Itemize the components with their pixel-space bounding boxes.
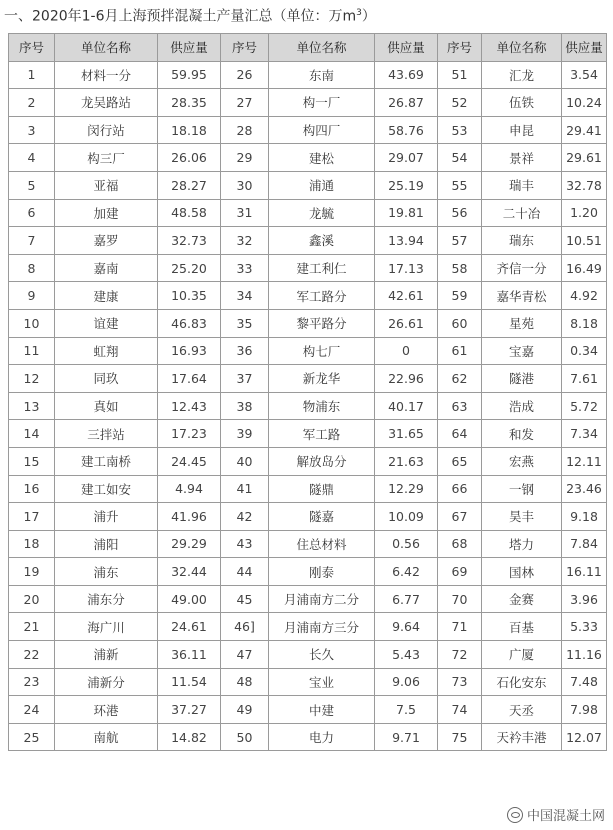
- cell-supply: 17.23: [158, 420, 221, 448]
- cell-supply: 17.13: [375, 254, 438, 282]
- cell-index: 22: [9, 641, 55, 669]
- cell-supply: 48.58: [158, 199, 221, 227]
- header-index-3: 序号: [438, 34, 482, 62]
- cell-index: 46]: [221, 613, 269, 641]
- cell-index: 4: [9, 144, 55, 172]
- cell-supply: 7.98: [562, 696, 607, 724]
- cell-index: 5: [9, 171, 55, 199]
- title-close: ）: [361, 8, 376, 25]
- cell-index: 3: [9, 116, 55, 144]
- cell-unit-name: 伍铁: [482, 89, 562, 117]
- cell-unit-name: 物浦东: [269, 392, 375, 420]
- cell-unit-name: 浦通: [269, 171, 375, 199]
- table-row: [9, 61, 607, 89]
- cell-unit-name: 嘉南: [55, 254, 158, 282]
- cell-unit-name: 真如: [55, 392, 158, 420]
- cell-supply: 28.27: [158, 171, 221, 199]
- cell-index: 37: [221, 365, 269, 393]
- cell-index: 55: [438, 171, 482, 199]
- cell-unit-name: 龙毓: [269, 199, 375, 227]
- table-row: [9, 337, 607, 365]
- cell-supply: 26.06: [158, 144, 221, 172]
- cell-unit-name: 瑞丰: [482, 171, 562, 199]
- cell-unit-name: 景祥: [482, 144, 562, 172]
- cell-unit-name: 汇龙: [482, 61, 562, 89]
- cell-unit-name: 月浦南方三分: [269, 613, 375, 641]
- cell-unit-name: 三拌站: [55, 420, 158, 448]
- cell-unit-name: 长久: [269, 641, 375, 669]
- cell-index: 50: [221, 723, 269, 751]
- cell-supply: 29.41: [562, 116, 607, 144]
- cell-supply: 0: [375, 337, 438, 365]
- table-row: [9, 668, 607, 696]
- cell-index: 10: [9, 309, 55, 337]
- cell-index: 33: [221, 254, 269, 282]
- cell-index: 48: [221, 668, 269, 696]
- cell-supply: 11.16: [562, 641, 607, 669]
- cell-supply: 24.45: [158, 447, 221, 475]
- cell-index: 64: [438, 420, 482, 448]
- cell-index: 1: [9, 61, 55, 89]
- cell-supply: 7.84: [562, 530, 607, 558]
- header-index-1: 序号: [9, 34, 55, 62]
- cell-index: 45: [221, 585, 269, 613]
- cell-index: 21: [9, 613, 55, 641]
- cell-index: 56: [438, 199, 482, 227]
- cell-supply: 16.11: [562, 558, 607, 586]
- cell-unit-name: 宝业: [269, 668, 375, 696]
- cell-index: 53: [438, 116, 482, 144]
- cell-supply: 25.19: [375, 171, 438, 199]
- cell-unit-name: 环港: [55, 696, 158, 724]
- cell-supply: 4.92: [562, 282, 607, 310]
- cell-index: 35: [221, 309, 269, 337]
- cell-index: 12: [9, 365, 55, 393]
- cell-supply: 32.73: [158, 227, 221, 255]
- cell-supply: 7.61: [562, 365, 607, 393]
- cell-supply: 10.09: [375, 503, 438, 531]
- cell-supply: 26.61: [375, 309, 438, 337]
- cell-supply: 9.06: [375, 668, 438, 696]
- table-row: [9, 144, 607, 172]
- cell-index: 43: [221, 530, 269, 558]
- table-header-row: [9, 34, 607, 62]
- cell-supply: 21.63: [375, 447, 438, 475]
- cell-unit-name: 浦新分: [55, 668, 158, 696]
- table-row: [9, 227, 607, 255]
- cell-index: 28: [221, 116, 269, 144]
- cell-unit-name: 昊丰: [482, 503, 562, 531]
- cell-index: 26: [221, 61, 269, 89]
- cell-supply: 8.18: [562, 309, 607, 337]
- cell-unit-name: 嘉罗: [55, 227, 158, 255]
- cell-index: 69: [438, 558, 482, 586]
- cell-supply: 12.43: [158, 392, 221, 420]
- cell-supply: 3.96: [562, 585, 607, 613]
- cell-unit-name: 构三厂: [55, 144, 158, 172]
- cell-index: 24: [9, 696, 55, 724]
- cell-supply: 40.17: [375, 392, 438, 420]
- header-unit-1: 单位名称: [55, 34, 158, 62]
- cell-index: 49: [221, 696, 269, 724]
- cell-unit-name: 黎平路分: [269, 309, 375, 337]
- cell-supply: 16.93: [158, 337, 221, 365]
- cell-index: 44: [221, 558, 269, 586]
- cell-unit-name: 住总材料: [269, 530, 375, 558]
- cell-supply: 19.81: [375, 199, 438, 227]
- cell-supply: 5.33: [562, 613, 607, 641]
- cell-index: 14: [9, 420, 55, 448]
- cell-index: 62: [438, 365, 482, 393]
- table-row: [9, 558, 607, 586]
- cell-index: 71: [438, 613, 482, 641]
- cell-unit-name: 和发: [482, 420, 562, 448]
- cell-index: 9: [9, 282, 55, 310]
- cell-unit-name: 金赛: [482, 585, 562, 613]
- cell-index: 11: [9, 337, 55, 365]
- cell-unit-name: 电力: [269, 723, 375, 751]
- cell-supply: 29.29: [158, 530, 221, 558]
- cell-index: 41: [221, 475, 269, 503]
- cell-unit-name: 同玖: [55, 365, 158, 393]
- cell-unit-name: 构四厂: [269, 116, 375, 144]
- cell-unit-name: 浦升: [55, 503, 158, 531]
- cell-supply: 32.44: [158, 558, 221, 586]
- cell-index: 20: [9, 585, 55, 613]
- cell-unit-name: 亚福: [55, 171, 158, 199]
- cell-supply: 41.96: [158, 503, 221, 531]
- cell-supply: 4.94: [158, 475, 221, 503]
- cell-index: 23: [9, 668, 55, 696]
- cell-supply: 18.18: [158, 116, 221, 144]
- cell-supply: 36.11: [158, 641, 221, 669]
- cell-unit-name: 中建: [269, 696, 375, 724]
- cell-unit-name: 浦东分: [55, 585, 158, 613]
- cell-unit-name: 浦东: [55, 558, 158, 586]
- title-text: 一、2020年1-6月上海预拌混凝土产量汇总（单位：万m: [4, 8, 357, 25]
- cell-unit-name: 材料一分: [55, 61, 158, 89]
- cell-index: 74: [438, 696, 482, 724]
- cell-supply: 12.29: [375, 475, 438, 503]
- cell-index: 66: [438, 475, 482, 503]
- header-unit-3: 单位名称: [482, 34, 562, 62]
- cell-supply: 24.61: [158, 613, 221, 641]
- cell-unit-name: 新龙华: [269, 365, 375, 393]
- cell-unit-name: 鑫溪: [269, 227, 375, 255]
- cell-index: 29: [221, 144, 269, 172]
- cell-unit-name: 南航: [55, 723, 158, 751]
- cell-index: 47: [221, 641, 269, 669]
- cell-index: 39: [221, 420, 269, 448]
- cell-index: 2: [9, 89, 55, 117]
- cell-supply: 29.61: [562, 144, 607, 172]
- cell-index: 72: [438, 641, 482, 669]
- cell-index: 61: [438, 337, 482, 365]
- cell-index: 13: [9, 392, 55, 420]
- cell-index: 57: [438, 227, 482, 255]
- page-title: [4, 0, 376, 28]
- cell-unit-name: 天衿丰港: [482, 723, 562, 751]
- table-row: [9, 392, 607, 420]
- cell-supply: 7.34: [562, 420, 607, 448]
- cell-unit-name: 天丞: [482, 696, 562, 724]
- cell-index: 36: [221, 337, 269, 365]
- cell-supply: 9.64: [375, 613, 438, 641]
- cell-index: 16: [9, 475, 55, 503]
- cell-unit-name: 齐信一分: [482, 254, 562, 282]
- cell-unit-name: 隧港: [482, 365, 562, 393]
- header-supply-2: 供应量: [375, 34, 438, 62]
- table-row: [9, 530, 607, 558]
- title-unit-superscript: 3: [356, 8, 362, 18]
- table-row: [9, 475, 607, 503]
- cell-supply: 31.65: [375, 420, 438, 448]
- table-row: [9, 613, 607, 641]
- cell-supply: 10.24: [562, 89, 607, 117]
- cell-index: 31: [221, 199, 269, 227]
- cell-supply: 26.87: [375, 89, 438, 117]
- production-table: [8, 33, 607, 751]
- cell-supply: 23.46: [562, 475, 607, 503]
- cell-unit-name: 塔力: [482, 530, 562, 558]
- cell-supply: 13.94: [375, 227, 438, 255]
- cell-unit-name: 建松: [269, 144, 375, 172]
- cell-unit-name: 东南: [269, 61, 375, 89]
- cell-index: 19: [9, 558, 55, 586]
- cell-unit-name: 瑞东: [482, 227, 562, 255]
- cell-index: 27: [221, 89, 269, 117]
- table-row: [9, 585, 607, 613]
- cell-supply: 37.27: [158, 696, 221, 724]
- cell-unit-name: 百基: [482, 613, 562, 641]
- cell-index: 67: [438, 503, 482, 531]
- cell-unit-name: 一钢: [482, 475, 562, 503]
- cell-supply: 22.96: [375, 365, 438, 393]
- cell-unit-name: 刚泰: [269, 558, 375, 586]
- cell-index: 60: [438, 309, 482, 337]
- cell-unit-name: 建工南桥: [55, 447, 158, 475]
- cell-unit-name: 石化安东: [482, 668, 562, 696]
- cell-unit-name: 隧嘉: [269, 503, 375, 531]
- cell-supply: 3.54: [562, 61, 607, 89]
- cell-index: 6: [9, 199, 55, 227]
- header-unit-2: 单位名称: [269, 34, 375, 62]
- cell-unit-name: 建工利仁: [269, 254, 375, 282]
- header-supply-3: 供应量: [562, 34, 607, 62]
- cell-unit-name: 加建: [55, 199, 158, 227]
- cell-unit-name: 闵行站: [55, 116, 158, 144]
- cell-unit-name: 建康: [55, 282, 158, 310]
- cell-index: 51: [438, 61, 482, 89]
- cell-supply: 46.83: [158, 309, 221, 337]
- wechat-icon: [507, 807, 523, 823]
- cell-supply: 5.72: [562, 392, 607, 420]
- table-row: [9, 447, 607, 475]
- cell-unit-name: 浩成: [482, 392, 562, 420]
- cell-supply: 16.49: [562, 254, 607, 282]
- table-row: [9, 116, 607, 144]
- cell-supply: 7.48: [562, 668, 607, 696]
- cell-supply: 1.20: [562, 199, 607, 227]
- cell-supply: 9.71: [375, 723, 438, 751]
- cell-index: 75: [438, 723, 482, 751]
- cell-supply: 14.82: [158, 723, 221, 751]
- cell-unit-name: 星苑: [482, 309, 562, 337]
- cell-unit-name: 国林: [482, 558, 562, 586]
- cell-unit-name: 宏燕: [482, 447, 562, 475]
- cell-unit-name: 浦阳: [55, 530, 158, 558]
- cell-unit-name: 宝嘉: [482, 337, 562, 365]
- cell-index: 58: [438, 254, 482, 282]
- cell-index: 34: [221, 282, 269, 310]
- cell-index: 17: [9, 503, 55, 531]
- table-row: [9, 254, 607, 282]
- table-row: [9, 641, 607, 669]
- cell-supply: 25.20: [158, 254, 221, 282]
- cell-unit-name: 申昆: [482, 116, 562, 144]
- cell-index: 59: [438, 282, 482, 310]
- table-row: [9, 365, 607, 393]
- cell-unit-name: 构七厂: [269, 337, 375, 365]
- cell-index: 42: [221, 503, 269, 531]
- table-row: [9, 503, 607, 531]
- cell-supply: 29.07: [375, 144, 438, 172]
- cell-supply: 6.42: [375, 558, 438, 586]
- cell-index: 54: [438, 144, 482, 172]
- cell-supply: 6.77: [375, 585, 438, 613]
- table-row: [9, 89, 607, 117]
- watermark-text: 中国混凝土网: [526, 809, 605, 824]
- cell-unit-name: 建工如安: [55, 475, 158, 503]
- cell-supply: 12.07: [562, 723, 607, 751]
- cell-unit-name: 广厦: [482, 641, 562, 669]
- cell-supply: 42.61: [375, 282, 438, 310]
- cell-supply: 10.51: [562, 227, 607, 255]
- table-row: [9, 723, 607, 751]
- table-row: [9, 309, 607, 337]
- cell-unit-name: 军工路分: [269, 282, 375, 310]
- cell-supply: 12.11: [562, 447, 607, 475]
- table-row: [9, 696, 607, 724]
- cell-supply: 32.78: [562, 171, 607, 199]
- cell-supply: 7.5: [375, 696, 438, 724]
- cell-supply: 43.69: [375, 61, 438, 89]
- cell-unit-name: 月浦南方二分: [269, 585, 375, 613]
- cell-index: 65: [438, 447, 482, 475]
- table-row: [9, 199, 607, 227]
- cell-index: 63: [438, 392, 482, 420]
- cell-index: 25: [9, 723, 55, 751]
- cell-supply: 9.18: [562, 503, 607, 531]
- cell-unit-name: 虹翔: [55, 337, 158, 365]
- cell-supply: 5.43: [375, 641, 438, 669]
- cell-unit-name: 军工路: [269, 420, 375, 448]
- cell-index: 38: [221, 392, 269, 420]
- cell-index: 68: [438, 530, 482, 558]
- cell-index: 8: [9, 254, 55, 282]
- cell-index: 52: [438, 89, 482, 117]
- header-supply-1: 供应量: [158, 34, 221, 62]
- cell-unit-name: 解放岛分: [269, 447, 375, 475]
- cell-index: 7: [9, 227, 55, 255]
- cell-index: 18: [9, 530, 55, 558]
- cell-supply: 10.35: [158, 282, 221, 310]
- cell-unit-name: 龙吴路站: [55, 89, 158, 117]
- cell-supply: 11.54: [158, 668, 221, 696]
- table-row: [9, 171, 607, 199]
- cell-index: 40: [221, 447, 269, 475]
- cell-index: 30: [221, 171, 269, 199]
- cell-index: 70: [438, 585, 482, 613]
- cell-index: 73: [438, 668, 482, 696]
- watermark: [505, 805, 607, 824]
- cell-supply: 59.95: [158, 61, 221, 89]
- cell-supply: 0.34: [562, 337, 607, 365]
- cell-unit-name: 嘉华青松: [482, 282, 562, 310]
- cell-unit-name: 构一厂: [269, 89, 375, 117]
- cell-supply: 0.56: [375, 530, 438, 558]
- table-row: [9, 282, 607, 310]
- cell-supply: 17.64: [158, 365, 221, 393]
- table-row: [9, 420, 607, 448]
- cell-unit-name: 海广川: [55, 613, 158, 641]
- header-index-2: 序号: [221, 34, 269, 62]
- cell-supply: 49.00: [158, 585, 221, 613]
- cell-unit-name: 浦新: [55, 641, 158, 669]
- cell-unit-name: 隧鼎: [269, 475, 375, 503]
- cell-unit-name: 谊建: [55, 309, 158, 337]
- table-body: [9, 61, 607, 751]
- cell-supply: 58.76: [375, 116, 438, 144]
- cell-index: 32: [221, 227, 269, 255]
- cell-unit-name: 二十冶: [482, 199, 562, 227]
- cell-index: 15: [9, 447, 55, 475]
- cell-supply: 28.35: [158, 89, 221, 117]
